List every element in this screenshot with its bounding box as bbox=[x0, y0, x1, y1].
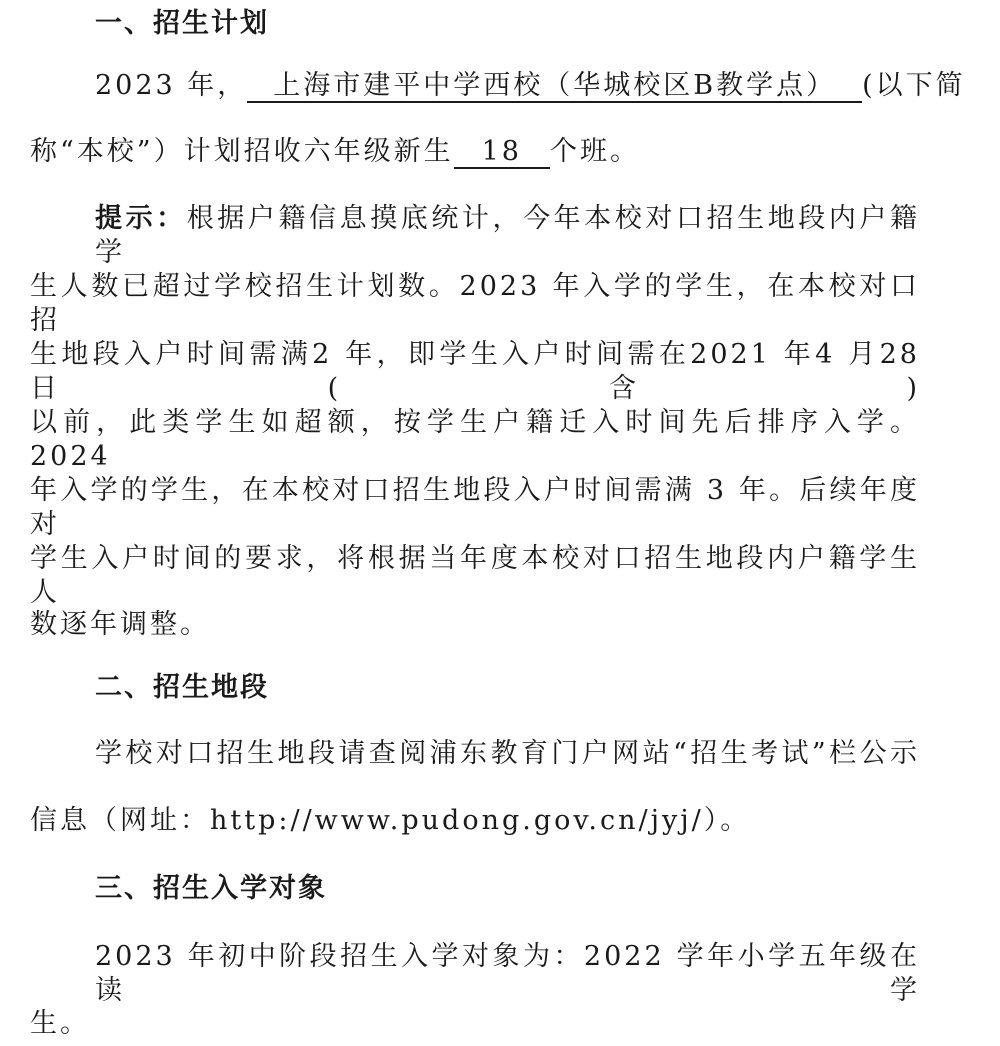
target-line-1: 2023 年初中阶段招生入学对象为：2022 学年小学五年级在读学 bbox=[95, 941, 920, 1006]
plan-line-1 bbox=[95, 69, 966, 103]
tip-line-7: 数逐年调整。 bbox=[30, 609, 210, 640]
plan-line-2 bbox=[30, 135, 920, 169]
section-heading-target: 三、招生入学对象 bbox=[95, 873, 327, 904]
target-line-2: 生。 bbox=[30, 1008, 90, 1039]
tip-line-1 bbox=[95, 202, 920, 270]
plan-year-text: 2023 年， bbox=[95, 70, 248, 101]
plan-line2-prefix: 称“本校”）计划招收六年级新生 bbox=[30, 136, 454, 167]
tip-line-3: 生地段入户时间需满2 年，即学生入户时间需在2021 年4 月28 日(含) bbox=[30, 339, 920, 404]
section-heading-plan: 一、招生计划 bbox=[95, 8, 269, 39]
tip-text-1: 根据户籍信息摸底统计，今年本校对口招生地段内户籍学 bbox=[95, 203, 921, 268]
tip-line-6: 学生入户时间的要求，将根据当年度本校对口招生地段内户籍学生人 bbox=[30, 543, 920, 608]
tip-label: 提示： bbox=[95, 203, 187, 234]
area-line-2: 信息（网址：http://www.pudong.gov.cn/jyj/）。 bbox=[30, 805, 751, 836]
tip-line-5: 年入学的学生，在本校对口招生地段入户时间需满 3 年。后续年度对 bbox=[30, 475, 920, 540]
section-heading-area: 二、招生地段 bbox=[95, 672, 269, 703]
area-line-1: 学校对口招生地段请查阅浦东教育门户网站“招生考试”栏公示 bbox=[95, 738, 920, 769]
school-name-blank: 上海市建平中学西校（华城校区B教学点） bbox=[247, 71, 862, 103]
class-count-blank: 18 bbox=[454, 137, 550, 169]
tip-line-4: 以前，此类学生如超额，按学生户籍迁入时间先后排序入学。2024 bbox=[30, 407, 920, 472]
plan-line1-suffix: (以下简 bbox=[862, 70, 966, 101]
tip-line-2: 生人数已超过学校招生计划数。2023 年入学的学生，在本校对口招 bbox=[30, 271, 920, 336]
plan-line2-suffix: 个班。 bbox=[549, 136, 640, 167]
